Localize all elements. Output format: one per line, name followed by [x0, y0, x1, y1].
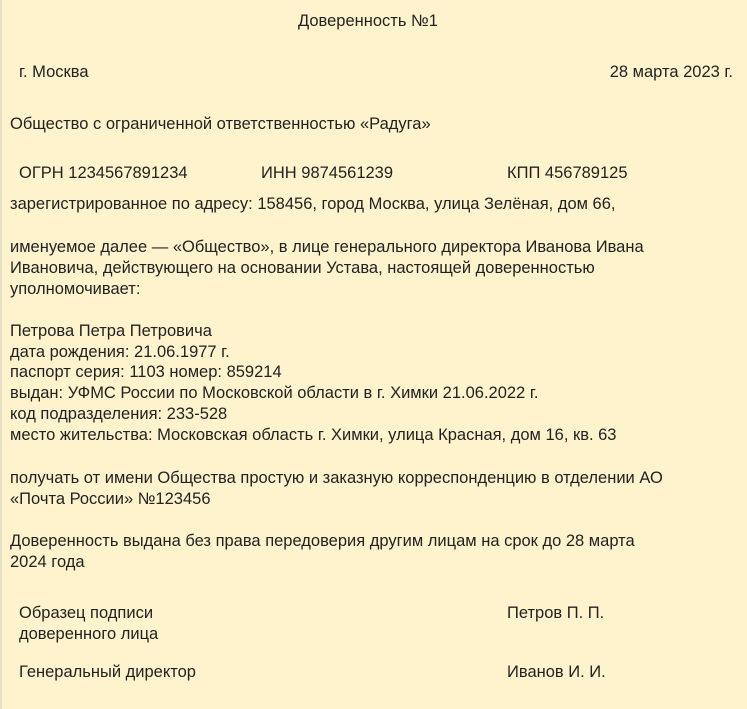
- trustee-passport-issued: выдан: УФМС России по Московской области в г. Химки 21.06.2022 г.: [10, 384, 539, 402]
- signature-label-line-1: Образец подписи: [19, 604, 154, 622]
- authorization-line-2: Ивановича, действующего на основании Устава, настоящей доверенностью: [10, 259, 595, 277]
- left-border: [0, 0, 2, 709]
- document-date: 28 марта 2023 г.: [609, 63, 733, 81]
- trustee-passport: паспорт серия: 1103 номер: 859214: [10, 363, 282, 381]
- authorization-line-1: именуемое далее — «Общество», в лице генерального директора Иванова Ивана: [10, 238, 644, 256]
- director-signature: Иванов И. И.: [507, 663, 606, 681]
- powers-line-1: получать от имени Общества простую и заказную корреспонденцию в отделении АО: [10, 469, 663, 487]
- trustee-signature: Петров П. П.: [507, 604, 605, 622]
- document-title: Доверенность №1: [298, 12, 438, 30]
- inn: ИНН 9874561239: [261, 164, 394, 182]
- trustee-division-code: код подразделения: 233-528: [10, 405, 228, 423]
- signature-label-line-2: доверенного лица: [19, 625, 159, 643]
- kpp: КПП 456789125: [507, 164, 628, 182]
- trustee-residence: место жительства: Московская область г. Химки, улица Красная, дом 16, кв. 63: [10, 426, 617, 444]
- city: г. Москва: [19, 63, 89, 81]
- company-name: Общество с ограниченной ответственностью «Радуга»: [10, 115, 431, 133]
- trustee-birth-date: дата рождения: 21.06.1977 г.: [10, 343, 230, 361]
- powers-line-2: «Почта России» №123456: [10, 490, 211, 508]
- trustee-name: Петрова Петра Петровича: [10, 322, 212, 340]
- ogrn: ОГРН 1234567891234: [19, 164, 188, 182]
- validity-line-2: 2024 года: [10, 553, 85, 571]
- registered-address: зарегистрированное по адресу: 158456, город Москва, улица Зелёная, дом 66,: [10, 195, 616, 213]
- director-label: Генеральный директор: [19, 663, 196, 681]
- authorization-line-3: уполномочивает:: [10, 280, 141, 298]
- validity-line-1: Доверенность выдана без права передоверия другим лицам на срок до 28 марта: [10, 532, 635, 550]
